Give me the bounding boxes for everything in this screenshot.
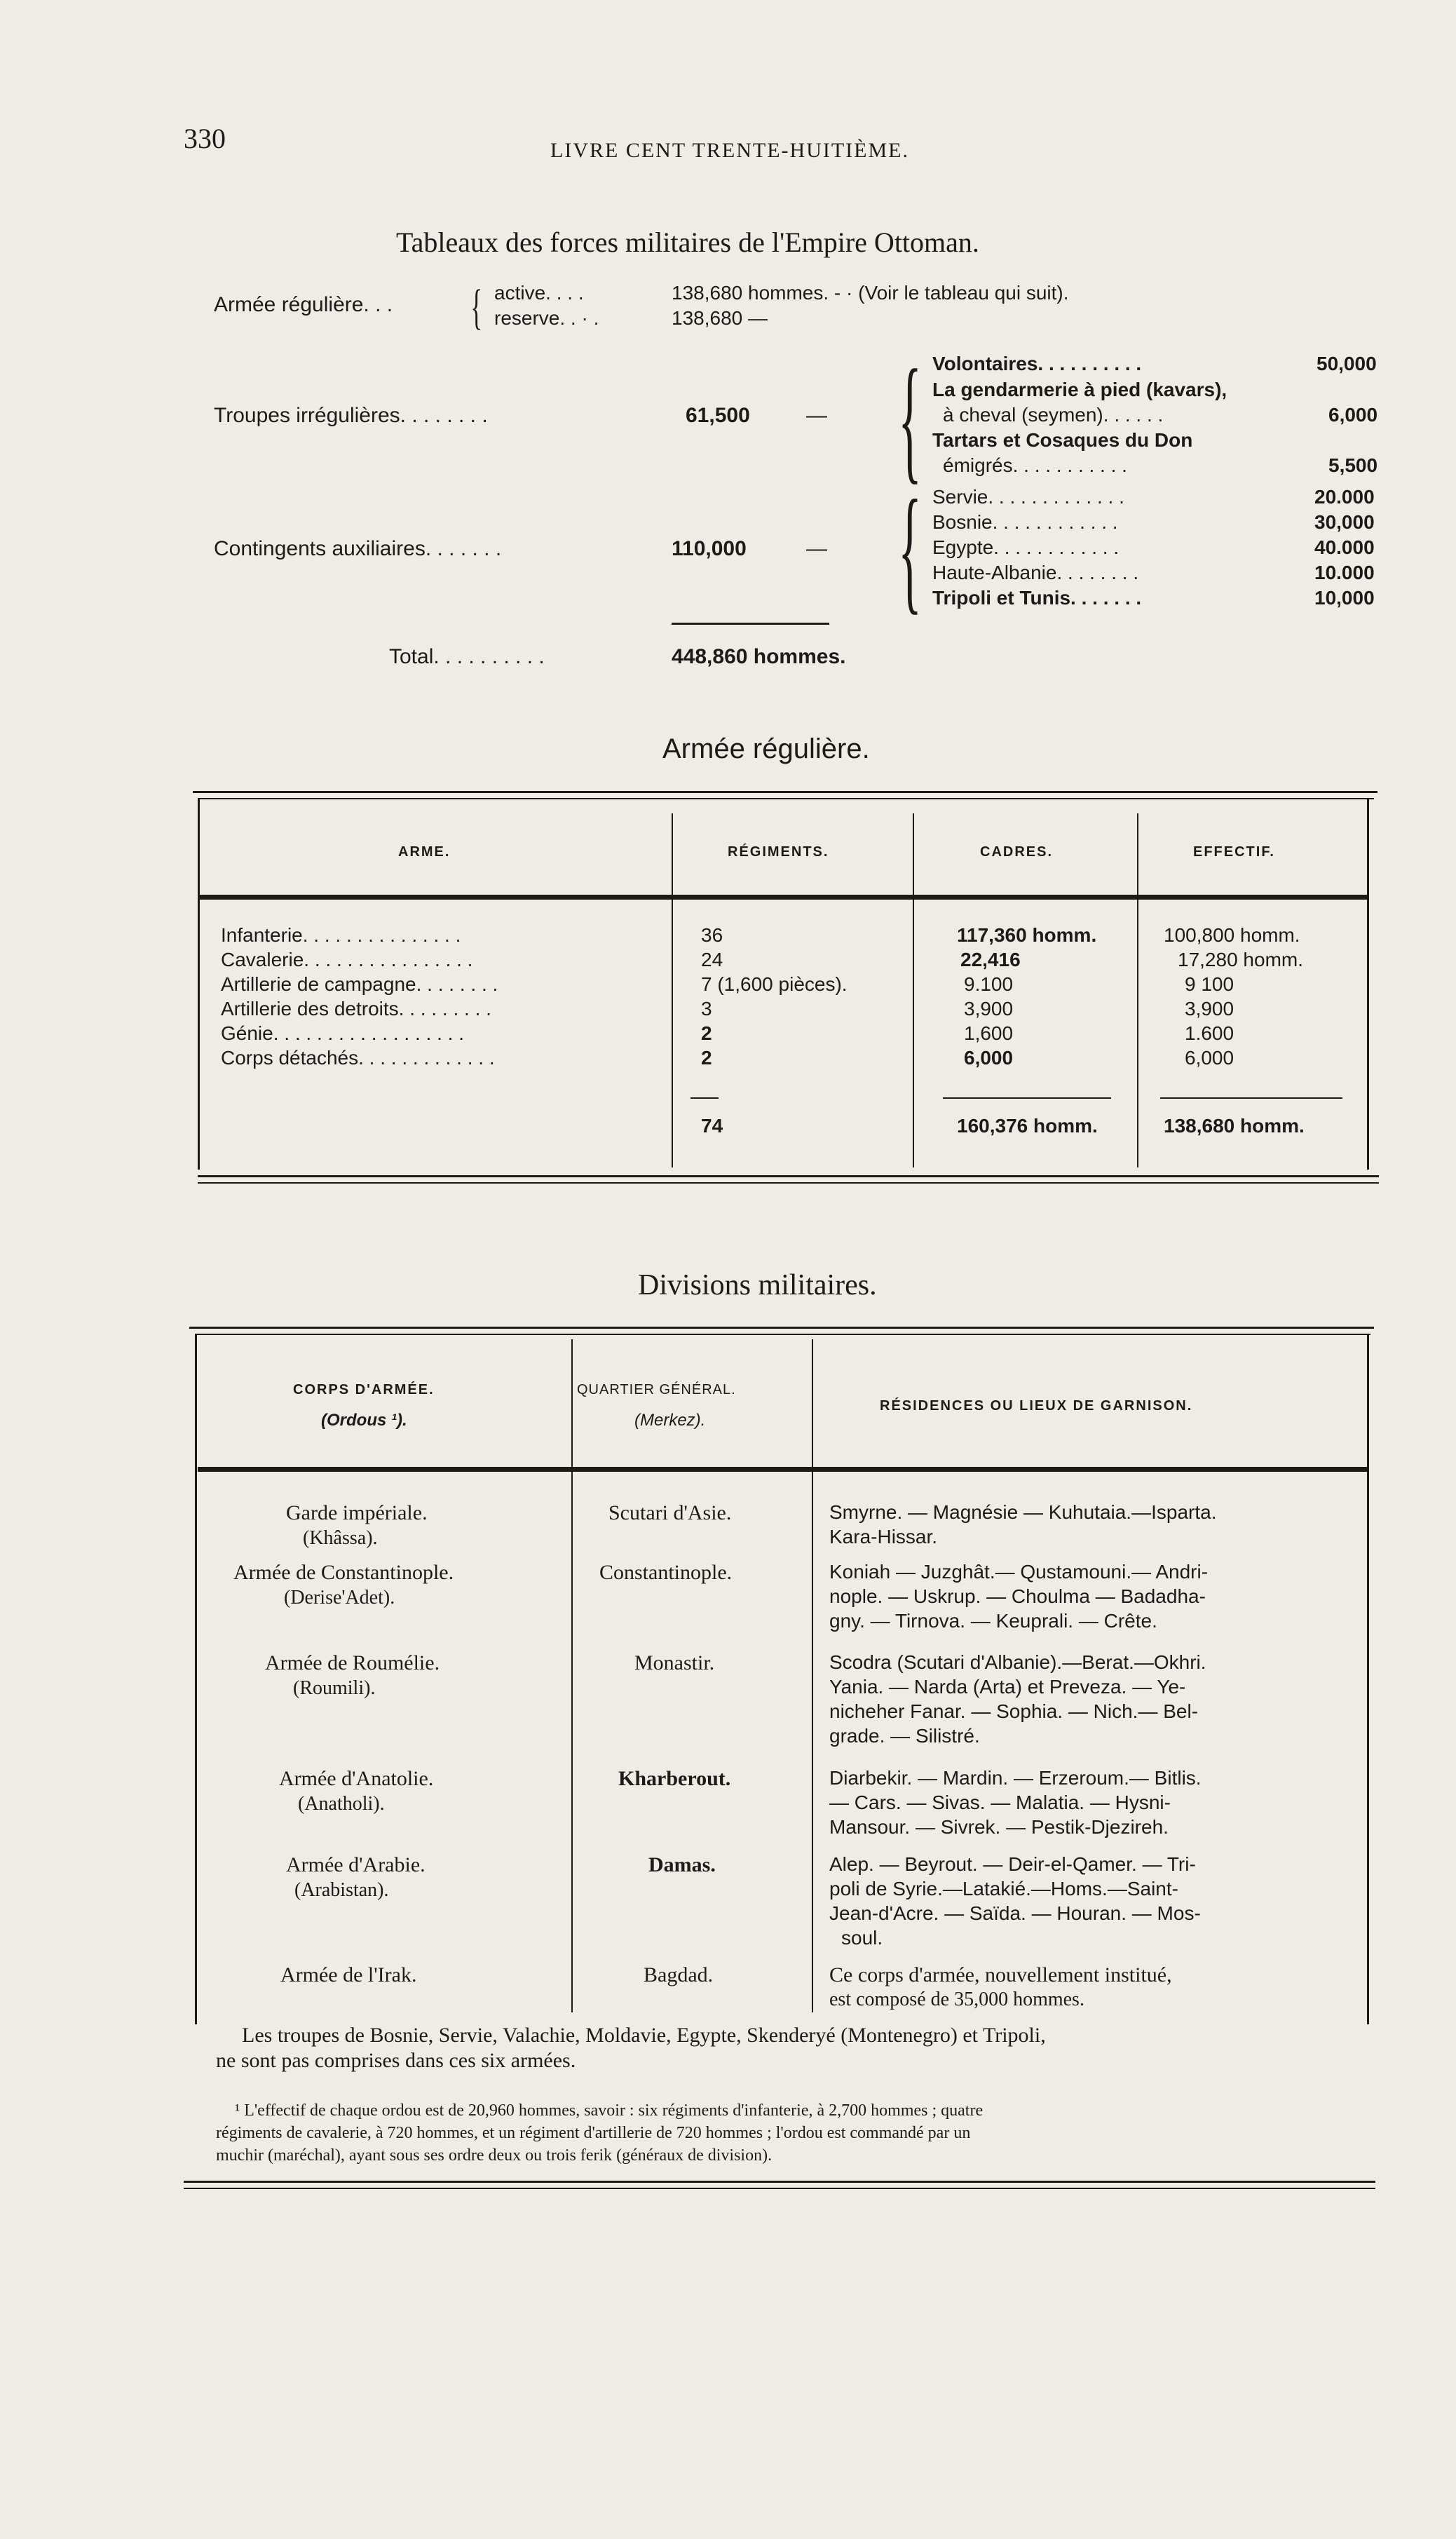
auxiliary-item-name: Egypte. . . . . . . . . . . . [932, 536, 1120, 558]
auxiliary-item-value: 10.000 [1314, 562, 1375, 583]
divisions-table-title: Divisions militaires. [638, 1269, 877, 1301]
table-bottom-rule [198, 1175, 1379, 1177]
row-regiments: 36 [701, 924, 723, 946]
row-cadres: 9.100 [964, 973, 1014, 995]
auxiliary-item-value: 20.000 [1314, 486, 1375, 508]
total-effectif: 138,680 homm. [1164, 1115, 1305, 1137]
regular-army-label: Armée régulière. . . [214, 293, 393, 316]
irregular-item-name: à cheval (seymen). . . . . . [943, 404, 1164, 426]
footnote-line: muchir (maréchal), ayant sous ses ordre deux ou trois ferik (généraux de division). [216, 2146, 773, 2165]
table-right-border [1367, 798, 1369, 1170]
residence-line: nople. — Uskrup. — Choulma — Badadha- [829, 1585, 1206, 1607]
auxiliary-item-name: Servie. . . . . . . . . . . . . [932, 486, 1124, 508]
irregular-item-value: 5,500 [1328, 454, 1378, 476]
auxiliary-label: Contingents auxiliaires. . . . . . . [214, 537, 502, 560]
row-effectif: 100,800 homm. [1164, 924, 1300, 946]
corps-name: Armée de Roumélie. [265, 1651, 440, 1674]
row-arme: Génie. . . . . . . . . . . . . . . . . . [221, 1022, 464, 1044]
irregular-item-value: 6,000 [1328, 404, 1378, 426]
qg: Kharberout. [618, 1767, 731, 1790]
row-cadres: 117,360 homm. [957, 924, 1097, 946]
corps-sub: (Khâssa). [303, 1527, 378, 1549]
table-top-rule [189, 1327, 1374, 1329]
row-regiments: 2 [701, 1022, 712, 1044]
col-header-qg: QUARTIER GÉNÉRAL. [577, 1382, 736, 1397]
auxiliary-item-value: 10,000 [1314, 587, 1375, 609]
table-left-border [198, 798, 200, 1170]
table-left-border [195, 1334, 197, 2024]
residence-line: Smyrne. — Magnésie — Kuhutaia.—Isparta. [829, 1501, 1217, 1523]
row-arme: Artillerie de campagne. . . . . . . . [221, 973, 498, 995]
residence-line: — Cars. — Sivas. — Malatia. — Hysni- [829, 1792, 1171, 1813]
qg: Bagdad. [644, 1963, 714, 1986]
residence-line: Yania. — Narda (Arta) et Preveza. — Ye- [829, 1676, 1186, 1698]
auxiliary-value: 110,000 [672, 537, 747, 560]
irregular-item-name: émigrés. . . . . . . . . . . [943, 454, 1127, 476]
col-header-residences: RÉSIDENCES OU LIEUX DE GARNISON. [880, 1398, 1193, 1414]
qg: Damas. [648, 1853, 716, 1876]
total-rule [1160, 1097, 1342, 1099]
header-rule [198, 1467, 1367, 1472]
col-header-qg-sub: (Merkez). [634, 1411, 706, 1430]
row-effectif: 9 100 [1185, 973, 1234, 995]
row-effectif: 6,000 [1185, 1047, 1234, 1069]
page-number: 330 [184, 123, 226, 154]
col-header-cadres: CADRES. [980, 844, 1054, 860]
corps-sub: (Derise'Adet). [284, 1587, 395, 1609]
regular-table-title: Armée régulière. [662, 733, 870, 764]
row-arme: Cavalerie. . . . . . . . . . . . . . . . [221, 949, 473, 970]
total-rule [690, 1097, 719, 1099]
irregular-item-name: Tartars et Cosaques du Don [932, 429, 1193, 451]
residence-line: Kara-Hissar. [829, 1526, 938, 1548]
row-effectif: 1.600 [1185, 1022, 1234, 1044]
row-cadres: 6,000 [964, 1047, 1014, 1069]
irregular-item-name: Volontaires. . . . . . . . . . [932, 353, 1142, 374]
corps-name: Armée d'Arabie. [286, 1853, 426, 1876]
regular-brace: { [470, 280, 483, 334]
residence-line: soul. [841, 1927, 883, 1949]
qg: Scutari d'Asie. [608, 1501, 732, 1524]
residence-line: grade. — Silistré. [829, 1725, 980, 1747]
table-bottom-rule-inner [198, 1182, 1379, 1184]
active-label: active. . . . [494, 282, 584, 304]
corps-sub: (Roumili). [293, 1677, 376, 1699]
row-cadres: 3,900 [964, 998, 1014, 1020]
col-header-corps: CORPS D'ARMÉE. [293, 1382, 435, 1397]
irregular-troops-label: Troupes irrégulières. . . . . . . . [214, 404, 488, 427]
auxiliary-item-value: 30,000 [1314, 511, 1375, 533]
auxiliary-item-name: Tripoli et Tunis. . . . . . . [932, 587, 1142, 609]
row-effectif: 17,280 homm. [1178, 949, 1303, 970]
qg: Monastir. [634, 1651, 715, 1674]
active-value: 138,680 hommes. - · (Voir le tableau qui suit). [672, 282, 1069, 304]
col-divider [913, 813, 914, 1167]
residence-line: Mansour. — Sivrek. — Pestik-Djezireh. [829, 1816, 1169, 1838]
residence-line: poli de Syrie.—Latakié.—Homs.—Saint- [829, 1878, 1178, 1900]
residence-line: Ce corps d'armée, nouvellement institué, [829, 1963, 1172, 1986]
irregular-dash: — [806, 404, 827, 427]
irregular-brace: { [898, 341, 922, 496]
auxiliary-dash: — [806, 537, 827, 560]
residence-line: est composé de 35,000 hommes. [829, 1989, 1084, 2010]
row-regiments: 7 (1,600 pièces). [701, 973, 848, 995]
residence-line: Scodra (Scutari d'Albanie).—Berat.—Okhri. [829, 1651, 1206, 1673]
auxiliary-brace: { [898, 472, 922, 627]
residence-line: Koniah — Juzghât.— Qustamouni.— Andri- [829, 1561, 1209, 1583]
col-divider [672, 813, 673, 1167]
col-header-effectif: EFFECTIF. [1193, 844, 1275, 860]
col-header-regiments: RÉGIMENTS. [728, 844, 829, 860]
auxiliary-item-name: Haute-Albanie. . . . . . . . [932, 562, 1139, 583]
irregular-item-name: La gendarmerie à pied (kavars), [932, 379, 1227, 400]
col-divider [1137, 813, 1138, 1167]
row-regiments: 2 [701, 1047, 712, 1069]
summary-title: Tableaux des forces militaires de l'Empire Ottoman. [396, 226, 979, 258]
row-regiments: 3 [701, 998, 712, 1020]
total-cadres: 160,376 homm. [957, 1115, 1098, 1137]
row-regiments: 24 [701, 949, 723, 970]
corps-name: Armée de l'Irak. [280, 1963, 417, 1986]
residence-line: Jean-d'Acre. — Saïda. — Houran. — Mos- [829, 1902, 1201, 1924]
total-rule [672, 623, 829, 625]
total-label: Total. . . . . . . . . . [389, 645, 545, 668]
residence-line: Alep. — Beyrout. — Deir-el-Qamer. — Tri- [829, 1853, 1196, 1875]
auxiliary-item-name: Bosnie. . . . . . . . . . . . [932, 511, 1118, 533]
table-bottom-rule [184, 2181, 1375, 2183]
row-arme: Artillerie des detroits. . . . . . . . . [221, 998, 491, 1020]
corps-name: Armée de Constantinople. [233, 1561, 454, 1584]
col-header-arme: ARME. [398, 844, 451, 860]
table-note-line: ne sont pas comprises dans ces six armées. [216, 2049, 576, 2072]
running-title: LIVRE CENT TRENTE-HUITIÈME. [550, 139, 909, 162]
row-arme: Infanterie. . . . . . . . . . . . . . . [221, 924, 461, 946]
row-cadres: 22,416 [960, 949, 1021, 970]
footnote-line: régiments de cavalerie, à 720 hommes, et un régiment d'artillerie de 720 hommes ; l'ordou est commandé par un [216, 2124, 971, 2142]
footnote-line: ¹ L'effectif de chaque ordou est de 20,960 hommes, savoir : six régiments d'infanterie, à 2,700 hommes ; quatre [235, 2101, 984, 2120]
table-note-line: Les troupes de Bosnie, Servie, Valachie, Moldavie, Egypte, Skenderyé (Montenegro) et Tripoli, [242, 2024, 1046, 2047]
residence-line: gny. — Tirnova. — Keuprali. — Crête. [829, 1610, 1157, 1632]
table-top-rule-inner [200, 798, 1374, 799]
residence-line: nicheher Fanar. — Sophia. — Nich.— Bel- [829, 1700, 1199, 1722]
col-divider [571, 1339, 573, 2012]
qg: Constantinople. [599, 1561, 733, 1584]
irregular-value: 61,500 [686, 404, 750, 427]
table-top-rule [193, 791, 1377, 793]
total-rule [943, 1097, 1111, 1099]
corps-name: Garde impériale. [286, 1501, 428, 1524]
corps-sub: (Arabistan). [294, 1879, 389, 1901]
auxiliary-item-value: 40.000 [1314, 536, 1375, 558]
row-effectif: 3,900 [1185, 998, 1234, 1020]
col-header-corps-sub: (Ordous ¹). [321, 1411, 407, 1430]
corps-name: Armée d'Anatolie. [279, 1767, 434, 1790]
total-value: 448,860 hommes. [672, 645, 846, 668]
row-cadres: 1,600 [964, 1022, 1014, 1044]
row-arme: Corps détachés. . . . . . . . . . . . . [221, 1047, 495, 1069]
table-bottom-rule-inner [184, 2188, 1375, 2189]
header-rule [200, 895, 1367, 900]
total-regiments: 74 [701, 1115, 723, 1137]
col-divider [812, 1339, 813, 2012]
table-top-rule-inner [196, 1334, 1370, 1335]
residence-line: Diarbekir. — Mardin. — Erzeroum.— Bitlis. [829, 1767, 1202, 1789]
corps-sub: (Anatholi). [298, 1793, 385, 1815]
reserve-label: reserve. . · . [494, 307, 599, 329]
irregular-item-value: 50,000 [1316, 353, 1377, 374]
table-right-border [1367, 1334, 1369, 2024]
reserve-value: 138,680 — [672, 307, 768, 329]
